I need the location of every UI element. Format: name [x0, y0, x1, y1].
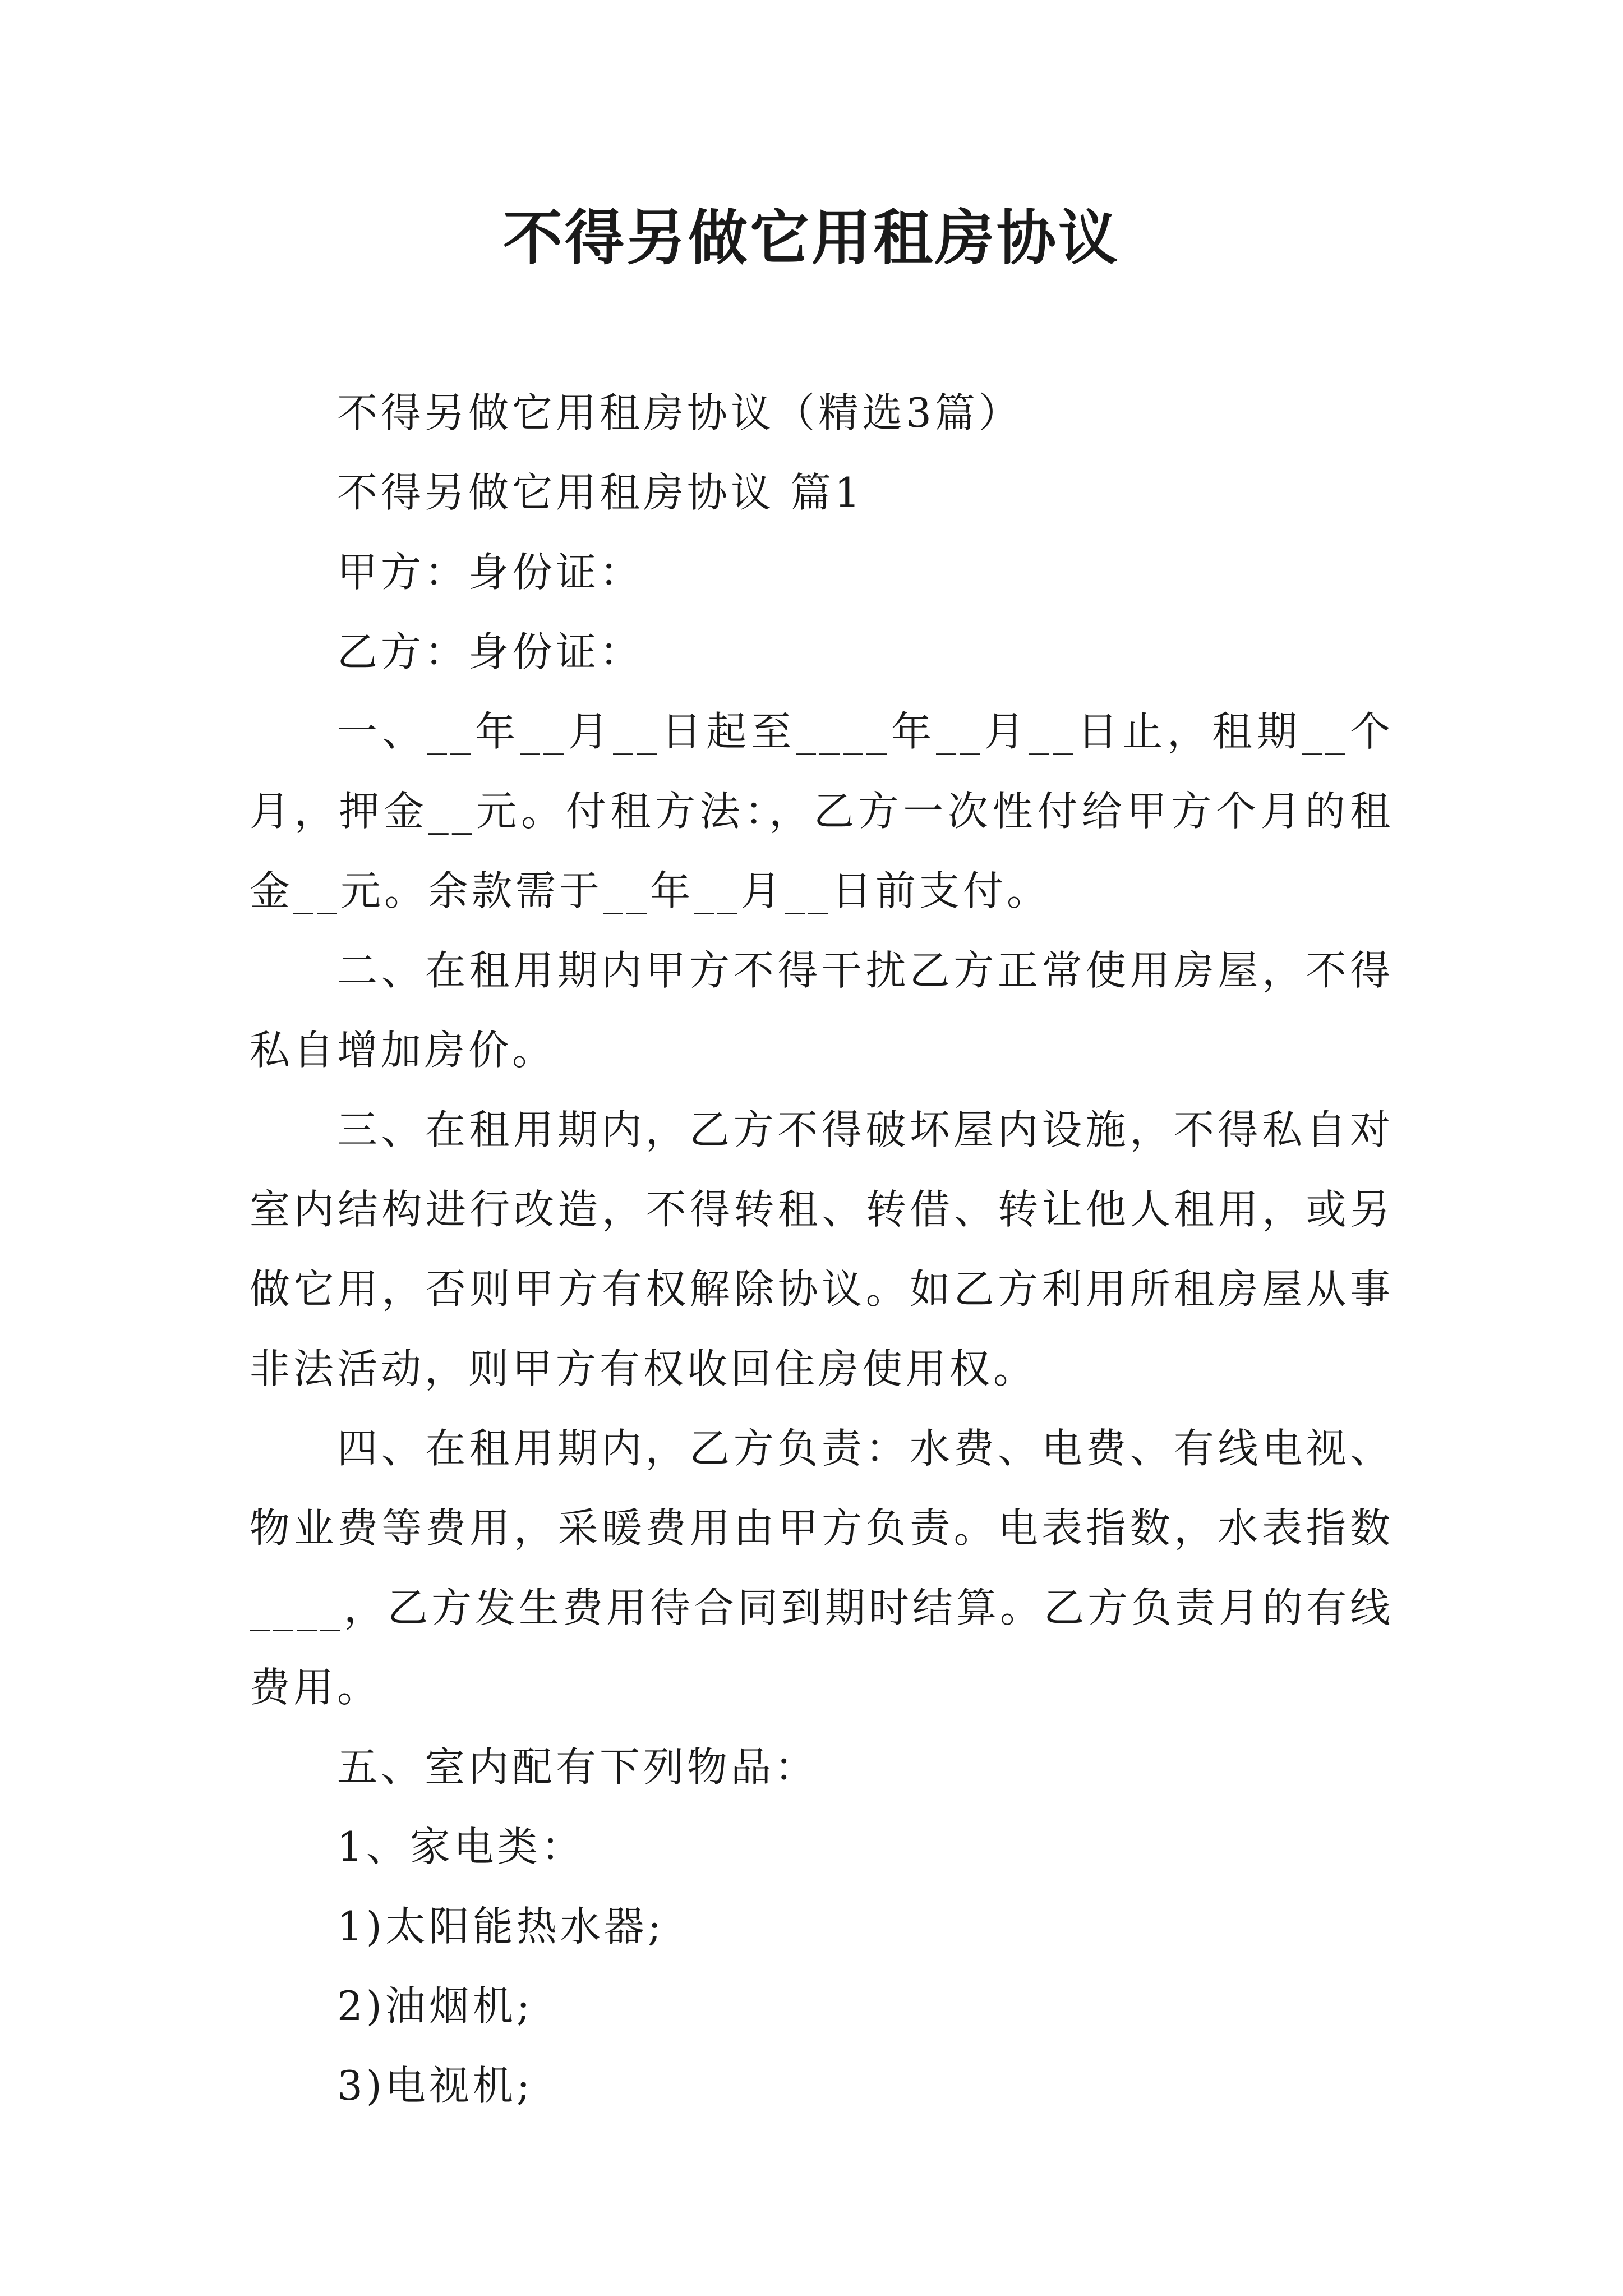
- paragraph-list-heading: 1、家电类：: [337, 1823, 585, 1870]
- paragraph-clause-3: 三、在租用期内，乙方不得破坏屋内设施，不得私自对室内结构进行改造，不得转租、转借、转让他人租用，或另做它用，否则甲方有权解除协议。如乙方利用所租房屋从事非法活动，则甲方有权收回住房使用权。: [250, 1106, 1394, 1392]
- paragraph-clause-4: 四、在租用期内，乙方负责：水费、电费、有线电视、物业费等费用，采暖费用由甲方负责。电表指数，水表指数____，乙方发生费用待合同到期时结算。乙方负责月的有线费用。: [250, 1425, 1394, 1711]
- paragraph-party-b: 乙方：身份证：: [337, 628, 644, 675]
- paragraph-clause-1: 一、__年__月__日起至____年__月__日止，租期__个月，押金__元。付租方法：，乙方一次性付给甲方个月的租金__元。余款需于__年__月__日前支付。: [250, 708, 1394, 914]
- paragraph-party-a: 甲方：身份证：: [337, 549, 644, 596]
- paragraph-clause-2: 二、在租用期内甲方不得干扰乙方正常使用房屋，不得私自增加房价。: [250, 947, 1394, 1074]
- list-item: 2)油烟机;: [337, 1982, 534, 2030]
- paragraph-section-heading: 不得另做它用租房协议 篇1: [337, 469, 864, 516]
- list-item: 1)太阳能热水器;: [337, 1903, 665, 1950]
- document-body: [250, 373, 1394, 2125]
- document-title: 不得另做它用租房协议: [503, 204, 1120, 273]
- paragraph-subtitle: 不得另做它用租房协议（精选3篇）: [337, 389, 1022, 436]
- paragraph-clause-5: 五、室内配有下列物品：: [337, 1743, 819, 1791]
- list-item: 3)电视机;: [337, 2062, 534, 2109]
